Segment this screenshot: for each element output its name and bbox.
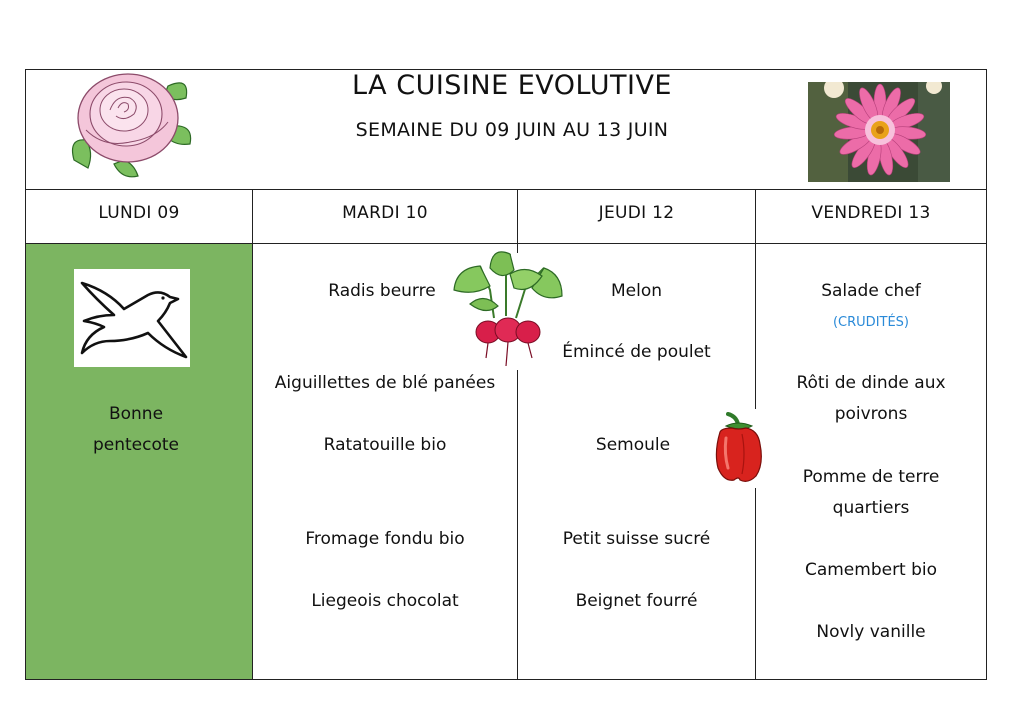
friday-main-line-2: poivrons [834, 404, 908, 424]
day-header-friday: VENDREDI 13 [811, 203, 931, 223]
monday-line-2: pentecote [92, 435, 180, 455]
thursday-side: Semoule [595, 435, 671, 455]
friday-side-line-2: quartiers [832, 498, 910, 518]
friday-cheese: Camembert bio [804, 560, 938, 580]
friday-dessert: Novly vanille [816, 622, 926, 642]
day-row-divider [25, 243, 987, 244]
day-header-monday: LUNDI 09 [98, 203, 180, 223]
friday-starter-note: (CRUDITÉS) [832, 315, 910, 330]
page-subtitle: SEMAINE DU 09 JUIN AU 13 JUIN [355, 119, 669, 141]
rose-icon [64, 68, 196, 182]
tuesday-main: Aiguillettes de blé panées [274, 373, 496, 393]
day-header-thursday: JEUDI 12 [598, 203, 675, 223]
page-title: LA CUISINE EVOLUTIVE [352, 70, 672, 101]
day-header-tuesday: MARDI 10 [342, 203, 428, 223]
monday-line-1: Bonne [108, 404, 164, 424]
thursday-starter: Melon [610, 281, 663, 301]
tuesday-starter: Radis beurre [328, 281, 436, 301]
thursday-dessert: Beignet fourré [575, 591, 698, 611]
tuesday-side: Ratatouille bio [323, 435, 447, 455]
dahlia-icon [808, 82, 950, 182]
tuesday-cheese: Fromage fondu bio [305, 529, 465, 549]
dove-icon [74, 269, 190, 367]
header-divider [25, 189, 987, 190]
tuesday-dessert: Liegeois chocolat [311, 591, 459, 611]
friday-side-line-1: Pomme de terre [802, 467, 940, 487]
thursday-dairy: Petit suisse sucré [562, 529, 711, 549]
thursday-main: Émincé de poulet [562, 342, 711, 362]
friday-starter: Salade chef [821, 281, 921, 301]
friday-main-line-1: Rôti de dinde aux [796, 373, 946, 393]
